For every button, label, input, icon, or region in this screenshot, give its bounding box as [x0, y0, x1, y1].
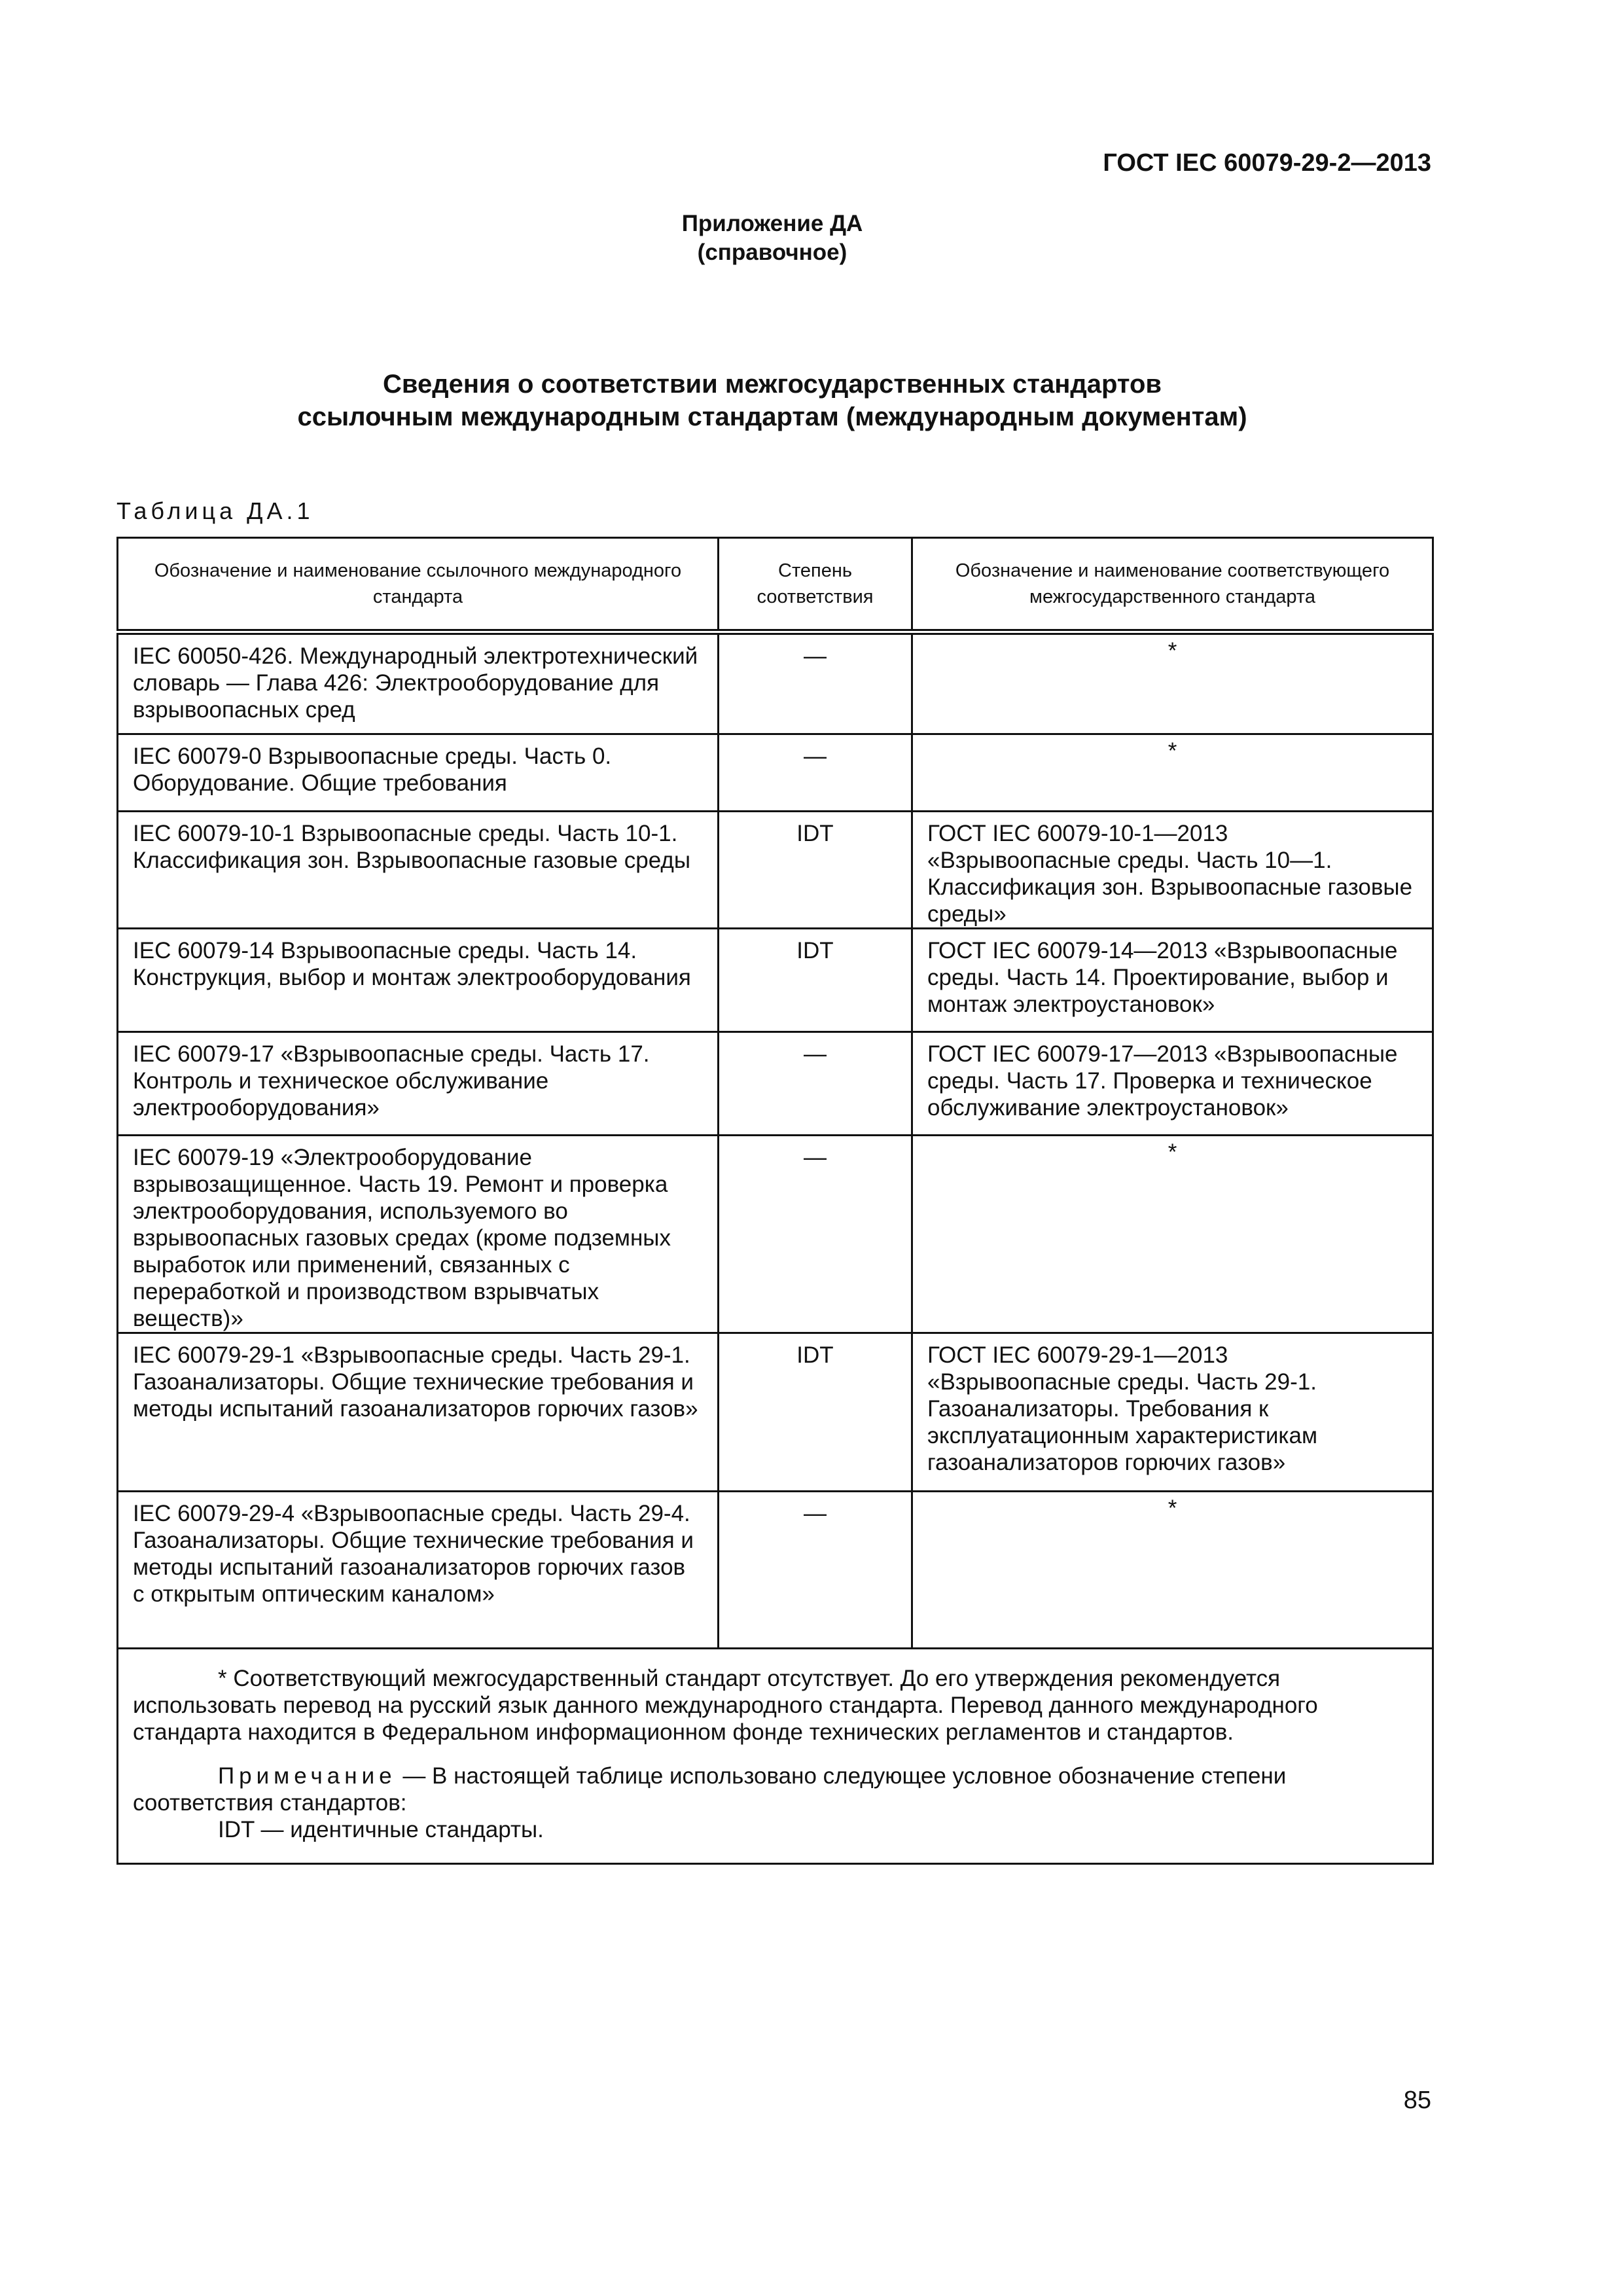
header-ref-standard: Обозначение и наименование ссылочного международного стандарта: [118, 538, 719, 632]
interstate-standard-cell: *: [912, 1136, 1433, 1333]
table-row: [118, 1136, 1433, 1333]
note-label: Примечание: [218, 1763, 397, 1789]
table-row: [118, 1333, 1433, 1492]
ref-standard-cell: IEC 60079-10-1 Взрывоопасные среды. Часть 10-1. Классификация зон. Взрывоопасные газовые среды: [118, 812, 719, 929]
table-row: [118, 1492, 1433, 1649]
footnote-text: * Соответствующий межгосударственный стандарт отсутствует. До его утверждения рекомендуется использовать перевод на русский язык данного международного стандарта. Перевод данного международного стандарта находится в Федеральном информационном фонде технических регламентов и стандартов.: [133, 1666, 1318, 1745]
appendix-title: Приложение ДА: [681, 211, 863, 236]
degree-cell: —: [719, 632, 912, 734]
interstate-standard-cell: *: [912, 734, 1433, 812]
ref-standard-cell: IEC 60079-29-1 «Взрывоопасные среды. Часть 29-1. Газоанализаторы. Общие технические требования и методы испытаний газоанализаторов горючих газов»: [118, 1333, 719, 1492]
ref-standard-cell: IEC 60079-29-4 «Взрывоопасные среды. Часть 29-4. Газоанализаторы. Общие технические требования и методы испытаний газоанализаторов горючих газов с открытым оптическим каналом»: [118, 1492, 719, 1649]
interstate-standard-cell: *: [912, 1492, 1433, 1649]
table-header-row: [118, 538, 1433, 632]
table-footnote-row: [118, 1649, 1433, 1864]
section-title-line-1: Сведения о соответствии межгосударственных стандартов: [383, 370, 1162, 399]
page-number: 85: [1403, 2087, 1431, 2114]
interstate-standard-cell: ГОСТ IEC 60079-29-1—2013 «Взрывоопасные среды. Часть 29-1. Газоанализаторы. Требования к эксплуатационным характеристикам газоанализаторов горючих газов»: [912, 1333, 1433, 1492]
table-row: [118, 734, 1433, 812]
degree-cell: IDT: [719, 929, 912, 1032]
note-paragraph: [133, 1763, 1418, 1816]
ref-standard-cell: IEC 60050-426. Международный электротехнический словарь — Глава 426: Электрооборудование для взрывоопасных сред: [118, 632, 719, 734]
table-row: [118, 632, 1433, 734]
table-body: [118, 632, 1433, 1649]
note-text: — В настоящей таблице использовано следующее условное обозначение степени соответствия стандартов:: [133, 1763, 1287, 1816]
interstate-standard-cell: ГОСТ IEC 60079-14—2013 «Взрывоопасные среды. Часть 14. Проектирование, выбор и монтаж электроустановок»: [912, 929, 1433, 1032]
section-title-line-2: ссылочным международным стандартам (международным документам): [297, 403, 1247, 431]
ref-standard-cell: IEC 60079-17 «Взрывоопасные среды. Часть 17. Контроль и техническое обслуживание электрооборудования»: [118, 1032, 719, 1136]
table-footnote-cell: [118, 1649, 1433, 1864]
correspondence-table: [116, 537, 1434, 1865]
ref-standard-cell: IEC 60079-0 Взрывоопасные среды. Часть 0. Оборудование. Общие требования: [118, 734, 719, 812]
interstate-standard-cell: *: [912, 632, 1433, 734]
degree-cell: IDT: [719, 812, 912, 929]
degree-cell: —: [719, 1136, 912, 1333]
ref-standard-cell: IEC 60079-19 «Электрооборудование взрывозащищенное. Часть 19. Ремонт и проверка электрооборудования, используемого во взрывоопасных газовых средах (кроме подземных выработок или применений, связанных с переработкой и производством взрывчатых веществ)»: [118, 1136, 719, 1333]
note-item: IDT — идентичные стандарты.: [218, 1817, 544, 1842]
table-caption: Таблица ДА.1: [116, 497, 314, 524]
degree-cell: —: [719, 1492, 912, 1649]
table-row: [118, 929, 1433, 1032]
ref-standard-cell: IEC 60079-14 Взрывоопасные среды. Часть 14. Конструкция, выбор и монтаж электрооборудования: [118, 929, 719, 1032]
interstate-standard-cell: ГОСТ IEC 60079-17—2013 «Взрывоопасные среды. Часть 17. Проверка и техническое обслуживание электроустановок»: [912, 1032, 1433, 1136]
degree-cell: —: [719, 734, 912, 812]
document-code: ГОСТ IEC 60079-29-2—2013: [1103, 149, 1431, 177]
header-interstate-standard: Обозначение и наименование соответствующего межгосударственного стандарта: [912, 538, 1433, 632]
header-degree: Степень соответствия: [719, 538, 912, 632]
table-row: [118, 1032, 1433, 1136]
table-row: [118, 812, 1433, 929]
interstate-standard-cell: ГОСТ IEC 60079-10-1—2013 «Взрывоопасные среды. Часть 10—1. Классификация зон. Взрывоопасные газовые среды»: [912, 812, 1433, 929]
appendix-kind: (справочное): [697, 240, 847, 265]
degree-cell: IDT: [719, 1333, 912, 1492]
degree-cell: —: [719, 1032, 912, 1136]
